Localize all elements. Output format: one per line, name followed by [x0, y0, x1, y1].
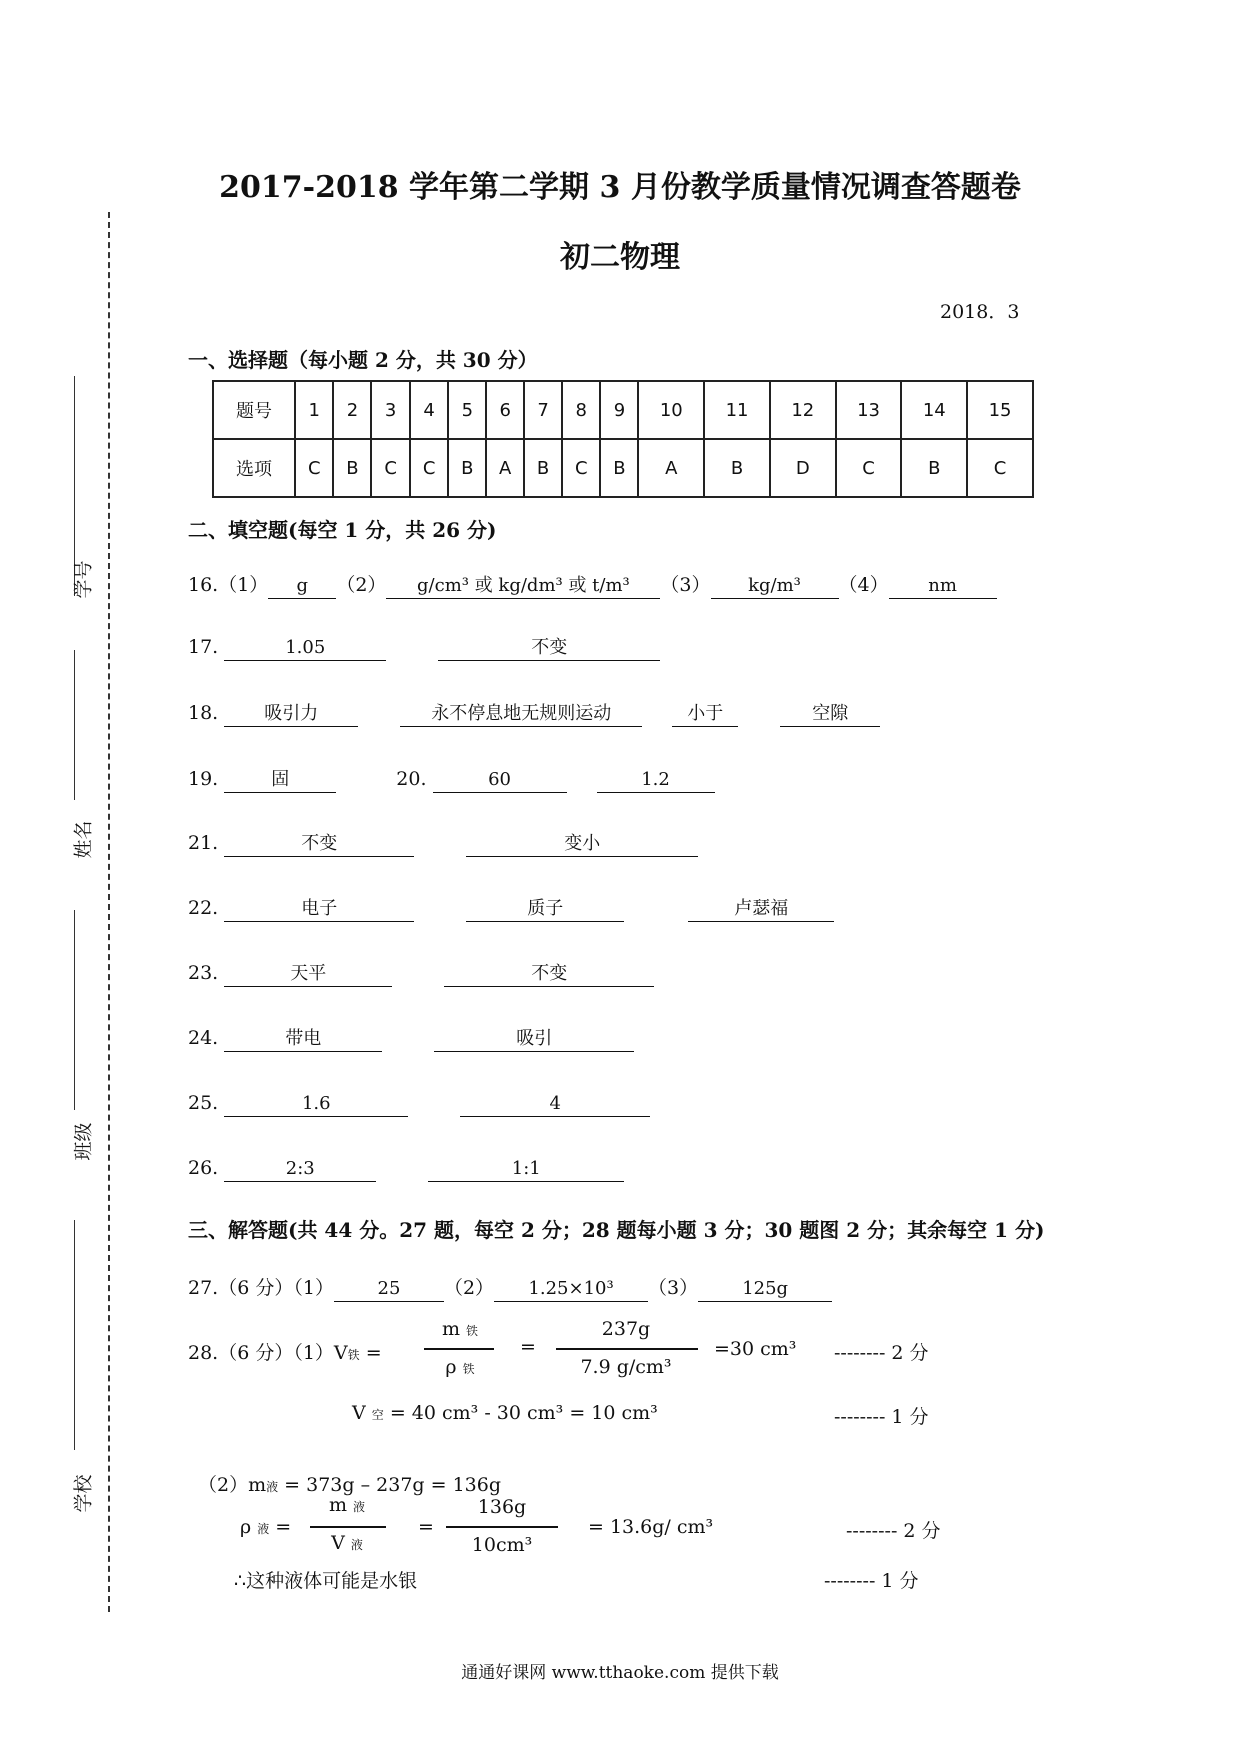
answer-blank: 1.6 — [224, 1092, 408, 1117]
answer-cell: B — [600, 439, 638, 497]
score: -------- 2 分 — [834, 1342, 929, 1364]
answer-blank: 不变 — [444, 962, 654, 987]
answer-cell: C — [295, 439, 333, 497]
fraction-bar — [310, 1526, 386, 1528]
answer-cell: A — [638, 439, 704, 497]
answer-blank: 电子 — [224, 897, 414, 922]
answer-cell: A — [486, 439, 524, 497]
conclusion: ∴这种液体可能是水银 — [234, 1570, 418, 1592]
question-number: 14 — [901, 381, 967, 439]
side-label-school: 学校 — [72, 1474, 95, 1513]
question-number: 3 — [371, 381, 409, 439]
side-rule — [74, 1220, 75, 1450]
question-number: 22. — [188, 897, 219, 919]
answer-blank: 125g — [698, 1277, 832, 1302]
answer-blank: 4 — [460, 1092, 650, 1117]
side-label-student-no: 学号 — [72, 560, 95, 599]
side-rule — [74, 650, 75, 800]
question-22 — [188, 897, 834, 922]
question-19-20 — [188, 768, 715, 793]
part-label: （2） — [443, 1277, 495, 1299]
equals-sign: = — [520, 1336, 536, 1358]
fraction-bar — [424, 1348, 494, 1350]
fraction-numerator: 136g — [477, 1496, 527, 1518]
volume-gap-line: V 空 = 40 cm³ - 30 cm³ = 10 cm³ — [352, 1402, 658, 1424]
question-number: 8 — [562, 381, 600, 439]
question-number: 15 — [967, 381, 1033, 439]
answer-table — [212, 380, 1034, 498]
fraction-numerator: m 液 — [328, 1494, 366, 1516]
part-label: （1） — [218, 574, 269, 596]
question-number: 2 — [333, 381, 371, 439]
section-3-heading: 三、解答题(共 44 分。27 题，每空 2 分；28 题每小题 3 分；30 题图 2 分；其余每空 1 分) — [188, 1218, 1045, 1242]
question-number: 23. — [188, 962, 219, 984]
answer-cell: C — [562, 439, 600, 497]
question-number: 27.（6 分） — [188, 1277, 294, 1299]
answer-blank: 2:3 — [224, 1157, 376, 1182]
answer-cell: C — [967, 439, 1033, 497]
result: =30 cm³ — [714, 1338, 797, 1360]
answer-cell: B — [901, 439, 967, 497]
question-number: 12 — [770, 381, 836, 439]
binding-line — [108, 212, 110, 1612]
question-number: 4 — [410, 381, 448, 439]
part-label: （3） — [648, 1277, 699, 1299]
row-label-option: 选项 — [213, 439, 295, 497]
answer-blank: g — [268, 574, 336, 599]
answer-blank: 空隙 — [780, 702, 880, 727]
question-number: 28.（6 分）（1）V — [188, 1342, 348, 1364]
answer-blank: 1.25×10³ — [494, 1277, 648, 1302]
question-18 — [188, 702, 880, 727]
answer-blank: 1:1 — [428, 1157, 624, 1182]
answer-blank: 不变 — [224, 832, 414, 857]
answer-blank: 卢瑟福 — [688, 897, 834, 922]
exam-date: 2018．3 — [940, 301, 1020, 323]
fraction-denominator: 10cm³ — [471, 1534, 533, 1556]
subscript: 铁 — [347, 1348, 360, 1362]
answer-blank: nm — [889, 574, 997, 599]
part-label: （2） — [336, 574, 387, 596]
answer-blank: g/cm³ 或 kg/dm³ 或 t/m³ — [386, 574, 660, 599]
answer-blank: 质子 — [466, 897, 624, 922]
question-26 — [188, 1157, 624, 1182]
table-row — [213, 381, 1033, 439]
question-number: 21. — [188, 832, 219, 854]
question-21 — [188, 832, 698, 857]
fraction-numerator: m 铁 — [441, 1318, 479, 1340]
answer-blank: 变小 — [466, 832, 698, 857]
question-number: 18. — [188, 702, 219, 724]
part-label: （1） — [293, 1277, 334, 1299]
answer-cell: D — [770, 439, 836, 497]
fraction-denominator: 7.9 g/cm³ — [580, 1356, 672, 1378]
answer-blank: 小于 — [672, 702, 738, 727]
equals-sign: = — [418, 1516, 434, 1538]
question-number: 19. — [188, 768, 219, 790]
question-number: 25. — [188, 1092, 219, 1114]
footer-credit: 通通好课网 www.tthaoke.com 提供下载 — [461, 1663, 779, 1683]
part-label: （3） — [660, 574, 711, 596]
fraction-denominator: ρ 铁 — [445, 1356, 475, 1378]
answer-blank: 带电 — [224, 1027, 382, 1052]
question-25 — [188, 1092, 650, 1117]
answer-cell: B — [704, 439, 770, 497]
question-number: 11 — [704, 381, 770, 439]
section-1-heading: 一、选择题（每小题 2 分，共 30 分） — [188, 348, 538, 372]
question-number: 24. — [188, 1027, 219, 1049]
question-number: 9 — [600, 381, 638, 439]
answer-cell: B — [333, 439, 371, 497]
question-number: 16. — [188, 574, 219, 596]
question-number: 7 — [524, 381, 562, 439]
question-number: 1 — [295, 381, 333, 439]
side-label-name: 姓名 — [72, 820, 95, 859]
question-number: 17. — [188, 636, 219, 658]
answer-blank: 1.2 — [597, 768, 715, 793]
question-27 — [188, 1273, 832, 1302]
answer-blank: 固 — [224, 768, 336, 793]
answer-blank: 吸引力 — [224, 702, 358, 727]
fraction-bar — [446, 1526, 558, 1528]
page-subtitle: 初二物理 — [560, 240, 680, 275]
part-label: （4） — [838, 574, 889, 596]
answer-blank: 吸引 — [434, 1027, 634, 1052]
answer-blank: kg/m³ — [711, 574, 839, 599]
answer-cell: C — [410, 439, 448, 497]
answer-blank: 不变 — [438, 636, 660, 661]
answer-blank: 60 — [433, 768, 567, 793]
answer-blank: 1.05 — [224, 636, 386, 661]
question-23 — [188, 962, 654, 987]
answer-cell: B — [524, 439, 562, 497]
answer-cell: B — [448, 439, 486, 497]
section-2-heading: 二、填空题(每空 1 分，共 26 分) — [188, 518, 497, 542]
side-rule — [74, 910, 75, 1110]
question-number: 6 — [486, 381, 524, 439]
table-row — [213, 439, 1033, 497]
result: = 13.6g/ cm³ — [588, 1516, 714, 1538]
question-17 — [188, 636, 660, 661]
question-number: 26. — [188, 1157, 219, 1179]
score: -------- 1 分 — [834, 1406, 929, 1428]
question-16 — [188, 570, 997, 599]
liquid-mass-line: （2）m液 = 373g – 237g = 136g — [198, 1474, 501, 1496]
answer-blank: 天平 — [224, 962, 392, 987]
score: -------- 2 分 — [846, 1520, 941, 1542]
question-28-label: 28.（6 分）（1）V铁 = — [188, 1342, 382, 1364]
fraction-bar — [556, 1348, 698, 1350]
score: -------- 1 分 — [824, 1570, 919, 1592]
page-title: 2017-2018 学年第二学期 3 月份教学质量情况调查答题卷 — [219, 170, 1021, 205]
row-label-number: 题号 — [213, 381, 295, 439]
answer-cell: C — [371, 439, 409, 497]
question-24 — [188, 1027, 634, 1052]
question-number: 5 — [448, 381, 486, 439]
answer-blank: 25 — [334, 1277, 444, 1302]
fraction-numerator: 237g — [601, 1318, 651, 1340]
fraction-denominator: V 液 — [331, 1532, 363, 1554]
side-label-class: 班级 — [72, 1122, 95, 1161]
question-number: 10 — [638, 381, 704, 439]
question-number: 13 — [836, 381, 902, 439]
question-number: 20. — [396, 768, 427, 790]
density-label: ρ 液 = — [240, 1516, 292, 1538]
answer-blank: 永不停息地无规则运动 — [400, 702, 642, 727]
answer-cell: C — [836, 439, 902, 497]
